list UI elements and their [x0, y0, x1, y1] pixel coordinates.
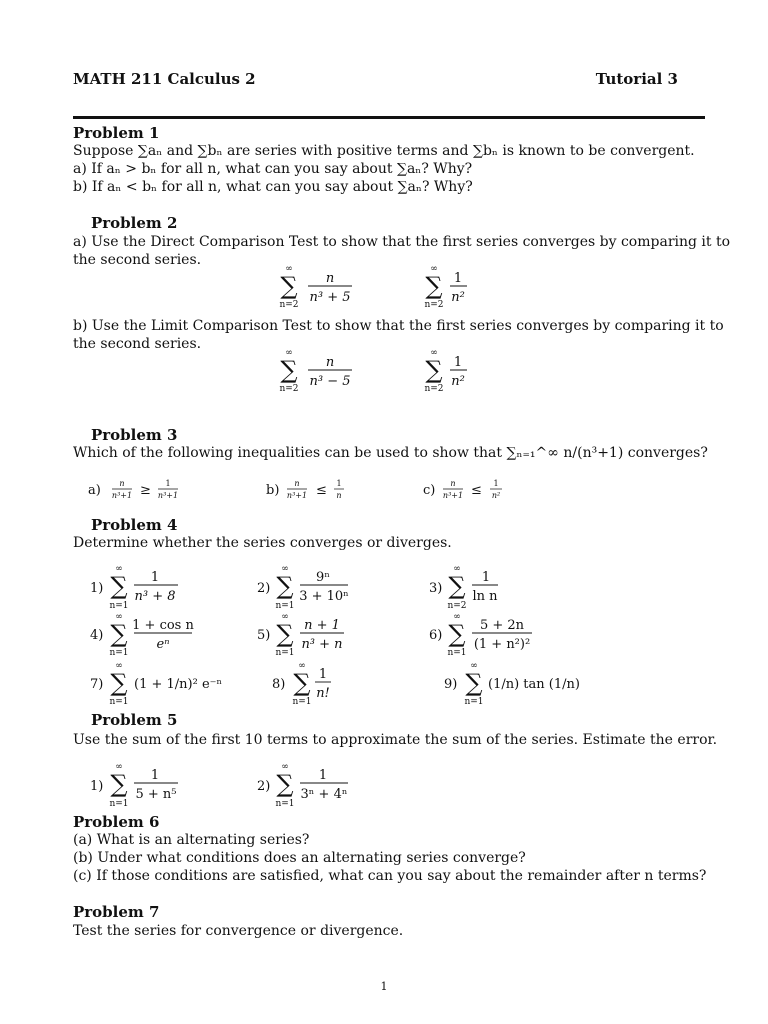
- problem-7-text: Test the series for convergence or divergence.: [73, 923, 404, 939]
- svg-text:n=2: n=2: [447, 601, 467, 611]
- svg-text:n³ − 5: n³ − 5: [309, 374, 351, 389]
- page-header: [73, 70, 678, 88]
- problem-1-line-1: Suppose ∑aₙ and ∑bₙ are series with positive terms and ∑bₙ is known to be convergent.: [73, 143, 695, 159]
- svg-text:1: 1: [318, 667, 328, 682]
- option-c: [423, 479, 502, 500]
- problem-2-b-line-2: the second series.: [73, 336, 202, 352]
- problem-2-a-line-2: the second series.: [73, 252, 202, 268]
- tutorial-title: Tutorial 3: [595, 70, 678, 88]
- svg-text:(1 + 1/n)² e⁻ⁿ: (1 + 1/n)² e⁻ⁿ: [134, 677, 223, 692]
- svg-text:n=1: n=1: [464, 697, 484, 707]
- svg-text:n²: n²: [491, 491, 501, 500]
- svg-text:n: n: [294, 479, 300, 488]
- series-item: [272, 661, 331, 707]
- series-term: [424, 264, 467, 310]
- problem-7-title: Problem 7: [73, 903, 160, 921]
- svg-text:∞: ∞: [115, 612, 123, 622]
- svg-text:n!: n!: [316, 686, 330, 701]
- svg-text:≤: ≤: [316, 483, 327, 498]
- svg-text:n²: n²: [451, 374, 465, 389]
- svg-text:n=2: n=2: [424, 300, 444, 310]
- svg-text:n=2: n=2: [424, 384, 444, 394]
- problem-4-title: Problem 4: [91, 516, 178, 534]
- problem-6-line-3: (c) If those conditions are satisfied, what can you say about the remainder after n terms?: [73, 868, 707, 884]
- svg-text:1: 1: [165, 479, 171, 488]
- series-item: [90, 661, 222, 707]
- svg-text:∑: ∑: [280, 356, 298, 384]
- svg-text:1: 1: [453, 355, 463, 370]
- svg-text:1): 1): [90, 779, 104, 794]
- svg-text:(1/n) tan (1/n): (1/n) tan (1/n): [488, 677, 580, 692]
- svg-text:n³+1: n³+1: [111, 491, 133, 500]
- svg-text:∑: ∑: [276, 620, 294, 648]
- svg-text:n=2: n=2: [279, 384, 299, 394]
- series-item: [429, 612, 532, 658]
- svg-text:3): 3): [429, 581, 443, 596]
- problem-6-line-1: (a) What is an alternating series?: [73, 832, 310, 848]
- problem-6-title: Problem 6: [73, 813, 160, 831]
- svg-text:∞: ∞: [115, 661, 123, 671]
- svg-text:∞: ∞: [281, 762, 289, 772]
- svg-text:n=1: n=1: [109, 799, 129, 809]
- svg-text:n: n: [119, 479, 125, 488]
- series-item: [257, 762, 348, 809]
- svg-text:n=1: n=1: [109, 601, 129, 611]
- problem-3-title: Problem 3: [91, 426, 178, 444]
- svg-text:8): 8): [272, 677, 286, 692]
- svg-text:n: n: [450, 479, 456, 488]
- svg-text:n: n: [325, 355, 335, 370]
- svg-text:c): c): [423, 483, 436, 498]
- problem-4-text: Determine whether the series converges or diverges.: [73, 535, 452, 551]
- svg-text:n³+1: n³+1: [442, 491, 464, 500]
- svg-text:≥: ≥: [140, 483, 151, 498]
- svg-text:∞: ∞: [115, 564, 123, 574]
- svg-text:1: 1: [150, 570, 160, 585]
- svg-text:∑: ∑: [110, 770, 128, 798]
- svg-text:n³+1: n³+1: [157, 491, 179, 500]
- svg-text:∑: ∑: [465, 669, 483, 697]
- svg-text:∞: ∞: [453, 612, 461, 622]
- svg-text:n: n: [336, 491, 342, 500]
- series-term: [279, 264, 352, 310]
- svg-text:3ⁿ + 4ⁿ: 3ⁿ + 4ⁿ: [300, 787, 348, 802]
- svg-text:1): 1): [90, 581, 104, 596]
- problem-5-text: Use the sum of the first 10 terms to approximate the sum of the series. Estimate the error.: [73, 732, 718, 748]
- header-rule: [73, 116, 705, 119]
- series-item: [257, 564, 349, 611]
- svg-text:n²: n²: [451, 290, 465, 305]
- series-item: [90, 762, 178, 809]
- svg-text:1 + cos n: 1 + cos n: [132, 618, 194, 633]
- series-item: [257, 612, 344, 658]
- svg-text:7): 7): [90, 677, 104, 692]
- problem-2-b-line-1: b) Use the Limit Comparison Test to show that the first series converges by comparing it to: [73, 318, 724, 334]
- problem-1-line-2: a) If aₙ > bₙ for all n, what can you say about ∑aₙ? Why?: [73, 161, 473, 177]
- svg-text:∑: ∑: [110, 572, 128, 600]
- svg-text:1: 1: [453, 271, 463, 286]
- problem-6-line-2: (b) Under what conditions does an alternating series converge?: [73, 850, 526, 866]
- svg-text:5 + n⁵: 5 + n⁵: [135, 787, 177, 802]
- svg-text:∞: ∞: [430, 264, 438, 274]
- problem-1-line-3: b) If aₙ < bₙ for all n, what can you say about ∑aₙ? Why?: [73, 179, 473, 195]
- svg-text:n + 1: n + 1: [304, 618, 340, 633]
- svg-text:∞: ∞: [285, 348, 293, 358]
- svg-text:n: n: [325, 271, 335, 286]
- svg-text:b): b): [266, 483, 280, 498]
- svg-text:n=1: n=1: [275, 601, 295, 611]
- svg-text:5 + 2n: 5 + 2n: [479, 618, 525, 633]
- svg-text:∑: ∑: [276, 770, 294, 798]
- series-item: [429, 564, 498, 611]
- svg-text:4): 4): [90, 628, 104, 643]
- svg-text:a): a): [88, 483, 101, 498]
- svg-text:∞: ∞: [281, 612, 289, 622]
- svg-text:n=1: n=1: [275, 648, 295, 658]
- problem-1-title: Problem 1: [73, 124, 160, 142]
- problem-5-title: Problem 5: [91, 711, 178, 729]
- problem-2-b-series: [270, 346, 570, 396]
- svg-text:1: 1: [481, 570, 491, 585]
- svg-text:1: 1: [336, 479, 342, 488]
- svg-text:n=2: n=2: [279, 300, 299, 310]
- course-title: MATH 211 Calculus 2: [73, 70, 256, 88]
- series-item: [90, 564, 178, 611]
- series-term: [279, 348, 352, 394]
- svg-text:n=1: n=1: [292, 697, 312, 707]
- svg-text:1: 1: [150, 768, 160, 783]
- problem-2-title: Problem 2: [91, 214, 178, 232]
- svg-text:∞: ∞: [298, 661, 306, 671]
- svg-text:3 + 10ⁿ: 3 + 10ⁿ: [299, 589, 349, 604]
- svg-text:5): 5): [257, 628, 271, 643]
- svg-text:ln n: ln n: [472, 589, 498, 604]
- problem-2-a-line-1: a) Use the Direct Comparison Test to show that the first series converges by comparing it to: [73, 234, 731, 250]
- option-a: [88, 479, 178, 500]
- svg-text:2): 2): [257, 779, 271, 794]
- svg-text:n³+1: n³+1: [286, 491, 308, 500]
- svg-text:∑: ∑: [293, 669, 311, 697]
- svg-text:9ⁿ: 9ⁿ: [316, 570, 330, 585]
- svg-text:1: 1: [493, 479, 499, 488]
- svg-text:≤: ≤: [471, 483, 482, 498]
- problem-3-question: Which of the following inequalities can be used to show that ∑ₙ₌₁^∞ n/(n³+1) converges?: [73, 445, 708, 461]
- problem-2-a-series: [270, 262, 570, 312]
- svg-text:9): 9): [444, 677, 458, 692]
- svg-text:∑: ∑: [448, 572, 466, 600]
- svg-text:n³ + n: n³ + n: [301, 637, 343, 652]
- problem-3-options: [88, 476, 518, 506]
- svg-text:∑: ∑: [425, 272, 443, 300]
- svg-text:n=1: n=1: [109, 648, 129, 658]
- option-b: [266, 479, 344, 500]
- svg-text:∞: ∞: [430, 348, 438, 358]
- problem-4-items: [86, 562, 580, 712]
- svg-text:∞: ∞: [453, 564, 461, 574]
- svg-text:n³ + 8: n³ + 8: [134, 589, 176, 604]
- svg-text:n=1: n=1: [447, 648, 467, 658]
- svg-text:∑: ∑: [425, 356, 443, 384]
- series-term: [424, 348, 467, 394]
- svg-text:n=1: n=1: [275, 799, 295, 809]
- svg-text:6): 6): [429, 628, 443, 643]
- svg-text:1: 1: [318, 768, 328, 783]
- svg-text:∑: ∑: [276, 572, 294, 600]
- svg-text:eⁿ: eⁿ: [156, 637, 170, 652]
- svg-text:∑: ∑: [280, 272, 298, 300]
- svg-text:n=1: n=1: [109, 697, 129, 707]
- svg-text:2): 2): [257, 581, 271, 596]
- svg-text:∞: ∞: [115, 762, 123, 772]
- svg-text:∞: ∞: [470, 661, 478, 671]
- series-item: [90, 612, 194, 658]
- page-number: 1: [380, 980, 388, 993]
- svg-text:∑: ∑: [110, 620, 128, 648]
- svg-text:∑: ∑: [448, 620, 466, 648]
- series-item: [444, 661, 580, 707]
- problem-5-items: [86, 760, 406, 810]
- svg-text:∞: ∞: [285, 264, 293, 274]
- svg-text:(1 + n²)²: (1 + n²)²: [473, 637, 531, 652]
- svg-text:n³ + 5: n³ + 5: [309, 290, 351, 305]
- svg-text:∑: ∑: [110, 669, 128, 697]
- svg-text:∞: ∞: [281, 564, 289, 574]
